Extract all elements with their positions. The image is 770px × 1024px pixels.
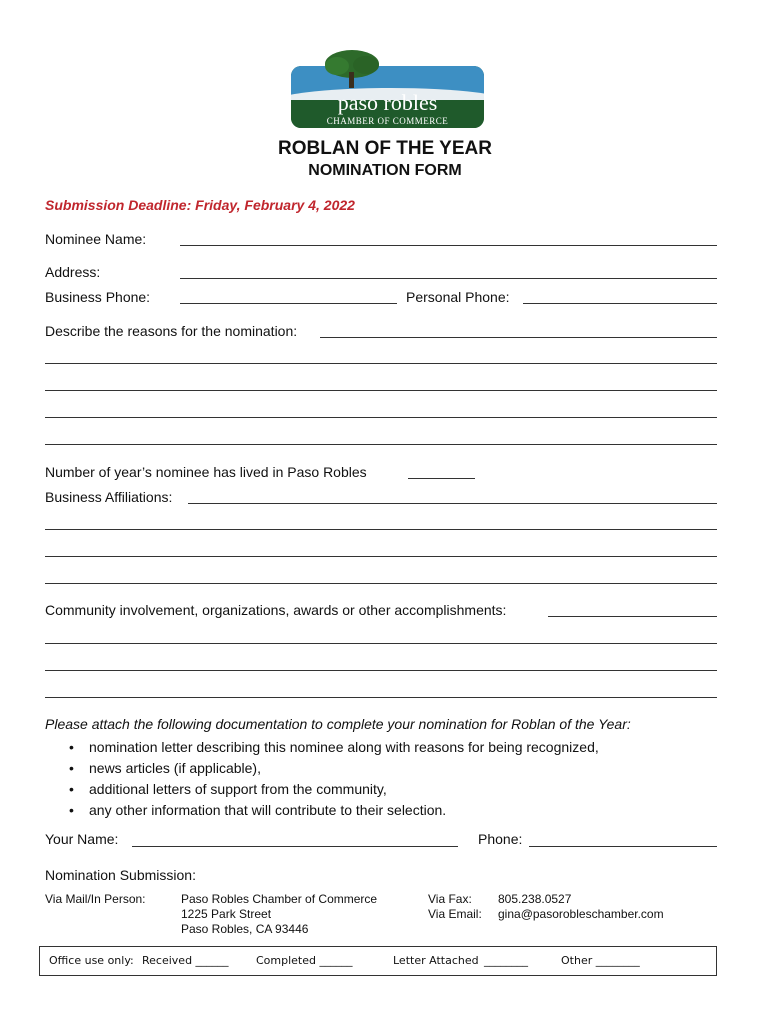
- logo-subtitle: CHAMBER OF COMMERCE: [326, 116, 449, 126]
- affiliations-line[interactable]: [45, 583, 717, 584]
- completed-field[interactable]: Completed ______: [256, 954, 353, 967]
- attach-instructions: Please attach the following documentation to complete your nomination for Roblan of the Year:: [45, 716, 631, 732]
- reasons-line[interactable]: [45, 390, 717, 391]
- phone-label: Phone:: [478, 831, 523, 847]
- affiliations-line[interactable]: [45, 529, 717, 530]
- reasons-line[interactable]: [45, 444, 717, 445]
- received-field[interactable]: Received ______: [142, 954, 229, 967]
- oak-tree-icon: [323, 48, 381, 92]
- list-item: • news articles (if applicable),: [45, 758, 599, 779]
- address-line: Paso Robles Chamber of Commerce: [181, 892, 378, 906]
- community-label: Community involvement, organizations, awards or other accomplishments:: [45, 602, 507, 618]
- nominee-label: Nominee Name:: [45, 231, 147, 247]
- community-line[interactable]: [45, 670, 717, 671]
- address-field[interactable]: [180, 278, 717, 279]
- reasons-field[interactable]: [320, 337, 717, 338]
- office-label: Office use only:: [49, 954, 134, 967]
- address-line: Paso Robles, CA 93446: [181, 922, 309, 936]
- business-phone-field[interactable]: [180, 303, 397, 304]
- your-name-label: Your Name:: [45, 831, 119, 847]
- affiliations-line[interactable]: [45, 556, 717, 557]
- nominee-name-field[interactable]: [180, 245, 717, 246]
- other-field[interactable]: Other ________: [561, 954, 640, 967]
- mail-label: Via Mail/In Person:: [45, 892, 146, 906]
- letter-attached-field[interactable]: ________: [484, 954, 528, 967]
- fax-label: Via Fax:: [428, 892, 472, 906]
- your-name-field[interactable]: [132, 846, 458, 847]
- affiliations-field[interactable]: [188, 503, 717, 504]
- reasons-label: Describe the reasons for the nomination:: [45, 323, 298, 339]
- affiliations-label: Business Affiliations:: [45, 489, 173, 505]
- form-title: ROBLAN OF THE YEAR: [278, 138, 492, 159]
- address-line: 1225 Park Street: [181, 907, 272, 921]
- submission-deadline: Submission Deadline: Friday, February 4, 2022: [45, 197, 355, 213]
- submission-title: Nomination Submission:: [45, 867, 196, 883]
- address-label: Address:: [45, 264, 101, 280]
- list-item: • nomination letter describing this nominee along with reasons for being recognized,: [45, 737, 599, 758]
- attach-list: [45, 737, 599, 821]
- community-line[interactable]: [45, 643, 717, 644]
- years-label: Number of year’s nominee has lived in Paso Robles: [45, 464, 367, 480]
- logo-name: paso robles: [337, 90, 438, 115]
- email-address[interactable]: gina@pasorobleschamber.com: [498, 907, 664, 921]
- reasons-line[interactable]: [45, 417, 717, 418]
- years-field[interactable]: [408, 478, 475, 479]
- phone-field[interactable]: [529, 846, 717, 847]
- email-label: Via Email:: [428, 907, 482, 921]
- chamber-logo: [291, 66, 484, 128]
- reasons-line[interactable]: [45, 363, 717, 364]
- business-phone-label: Business Phone:: [45, 289, 151, 305]
- personal-phone-field[interactable]: [523, 303, 717, 304]
- form-subtitle: NOMINATION FORM: [308, 162, 462, 179]
- list-item: • additional letters of support from the community,: [45, 779, 599, 800]
- community-field[interactable]: [548, 616, 717, 617]
- personal-phone-label: Personal Phone:: [406, 289, 510, 305]
- office-use-box: [39, 946, 717, 976]
- community-line[interactable]: [45, 697, 717, 698]
- list-item: • any other information that will contribute to their selection.: [45, 800, 599, 821]
- letter-attached-label: Letter Attached: [393, 954, 479, 967]
- fax-number: 805.238.0527: [498, 892, 572, 906]
- mail-address: [181, 892, 377, 937]
